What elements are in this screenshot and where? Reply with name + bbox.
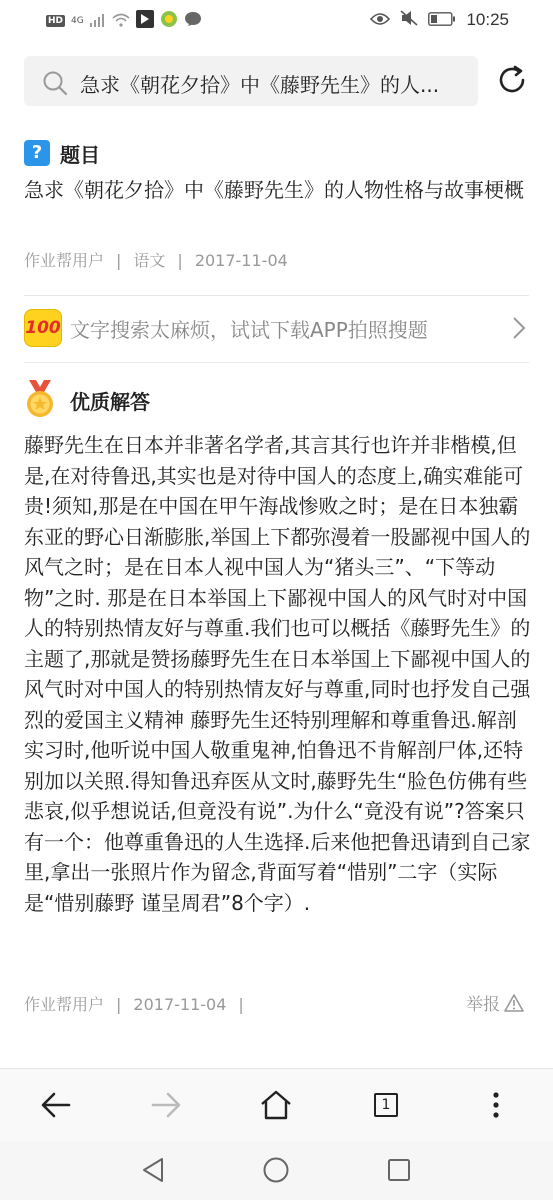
more-vertical-icon [492,1091,500,1119]
divider [24,362,529,363]
network-type: 4G [71,16,84,26]
home-icon [260,1090,292,1120]
mute-icon [400,10,418,30]
report-label: 举报 [466,995,500,1015]
question-meta: 作业帮用户 | 语文 | 2017-11-04 [24,251,288,270]
nav-back-button[interactable] [138,1155,168,1185]
warning-icon [504,994,524,1012]
search-bar[interactable] [24,56,478,106]
chevron-right-icon [512,316,526,344]
circle-home-icon [262,1156,290,1184]
tab-count: 1 [374,1093,398,1117]
app-badge-icon [160,10,178,32]
question-subject: 语文 [133,251,166,270]
answer-heading: 优质解答 [70,390,150,414]
battery-icon [428,11,456,30]
answer-date: 2017-11-04 [133,995,227,1014]
eye-icon [370,11,390,30]
question-date: 2017-11-04 [194,251,288,270]
hd-indicator: HD [48,16,64,26]
status-bar [0,0,553,44]
home-button[interactable] [256,1085,296,1125]
arrow-right-icon [151,1092,181,1118]
message-icon [184,11,202,31]
reload-button[interactable] [494,62,530,98]
answer-user: 作业帮用户 [24,995,105,1014]
question-user: 作业帮用户 [24,251,105,270]
app-logo: 100 [24,309,62,347]
square-recents-icon [387,1158,411,1182]
search-icon [42,70,68,100]
question-heading: 题目 [60,143,100,167]
menu-button[interactable] [476,1085,516,1125]
system-navigation-bar [0,1141,553,1200]
promo-text[interactable]: 文字搜索太麻烦，试试下载APP拍照搜题 [70,318,428,342]
signal-icon [90,12,106,31]
arrow-left-icon [41,1092,71,1118]
divider [24,295,529,296]
refresh-icon [494,62,530,98]
medal-icon [22,380,58,424]
wifi-icon [112,12,130,31]
answer-text: 藤野先生在日本并非著名学者,其言其行也许并非楷模,但是,在对待鲁迅,其实也是对待中国人的态度上,确实难能可贵!须知,那是在中国在甲午海战惨败之时；是在日本独霸东亚的野心日渐膨胀,举国上下都弥漫着一股鄙视中国人的风气之时；是在日本人视中国人为“猪头三”、“下等动物”之时. 那是在日本举国上下鄙视中国人的风气时对中国人的特别热情友好与尊重.我们也可以概括《藤野先生》的主题了,那就是赞扬藤野先生在日本举国上下鄙视中国人的风气时对中国人的特别热情友好与尊重,同时也抒发自己强烈的爱国主义精神 藤野先生还特别理解和尊重鲁迅.解剖实习时,他听说中国人敬重鬼神,怕鲁迅不肯解剖尸体,还特别加以关照.得知鲁迅弃医从文时,藤野先生“脸色仿佛有些悲哀,似乎想说话,但竟没有说”.为什么“竟没有说”?答案只有一个：他尊重鲁迅的人生选择.后来他把鲁迅请到自己家里,拿出一张照片作为留念,背面写着“惜别”二字（实际是“惜别藤野 谨呈周君”8个字）. [24,433,531,915]
forward-button[interactable] [146,1085,186,1125]
answer-meta: 作业帮用户 | 2017-11-04 | [24,995,244,1014]
clock: 10:25 [466,10,509,29]
report-button[interactable] [466,990,524,1015]
search-query[interactable]: 急求《朝花夕拾》中《藤野先生》的人... [80,73,440,97]
back-button[interactable] [36,1085,76,1125]
nav-recents-button[interactable] [384,1155,414,1185]
question-icon: ? [24,140,50,166]
nav-home-button[interactable] [261,1155,291,1185]
triangle-back-icon [141,1157,165,1183]
tabs-button[interactable] [366,1085,406,1125]
app-notification-icon [136,10,154,32]
question-text: 急求《朝花夕拾》中《藤野先生》的人物性格与故事梗概 [24,178,524,202]
browser-toolbar [0,1068,553,1141]
